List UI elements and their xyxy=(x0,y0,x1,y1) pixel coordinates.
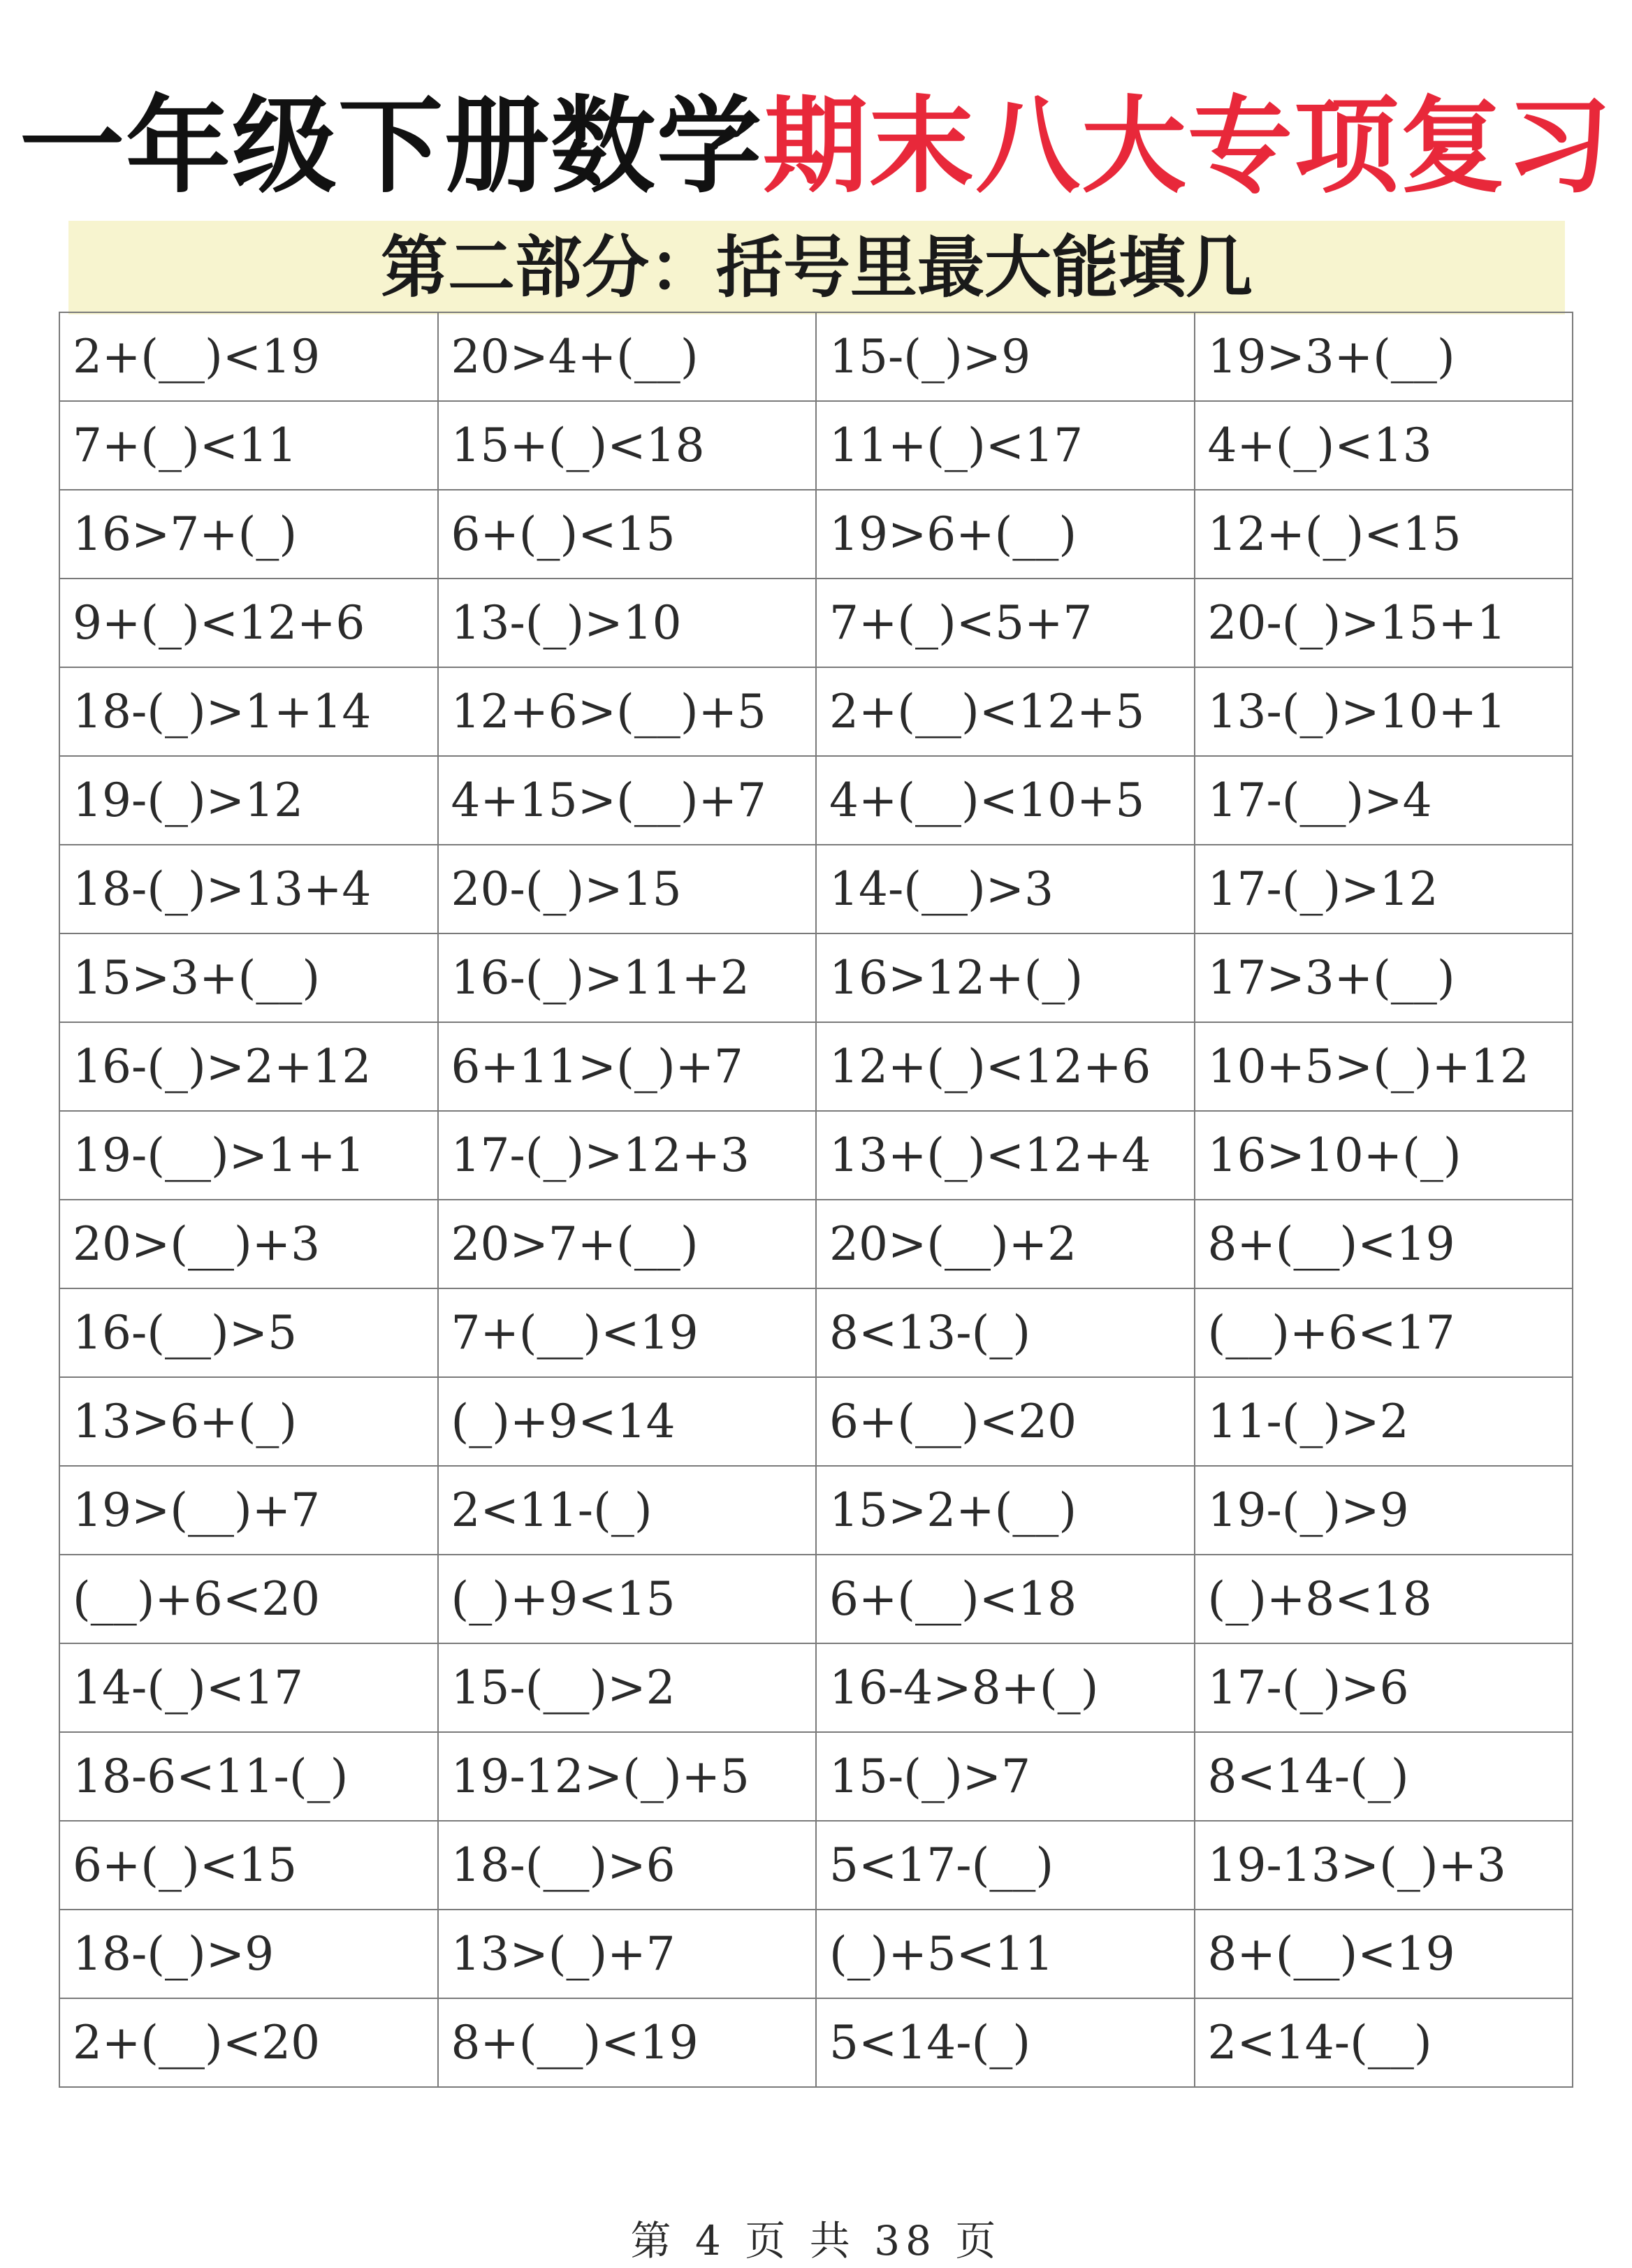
exercise-cell: 7+(_)<5+7 xyxy=(816,579,1195,667)
exercise-cell: 19-(_)>12 xyxy=(59,756,438,845)
exercise-cell: 13+(_)<12+4 xyxy=(816,1111,1195,1200)
exercise-cell: 15-(_)>9 xyxy=(816,312,1195,401)
exercise-cell: (__)+6<17 xyxy=(1195,1288,1573,1377)
exercise-cell: 20-(_)>15+1 xyxy=(1195,579,1573,667)
exercise-cell: 11-(_)>2 xyxy=(1195,1377,1573,1466)
exercise-cell: 19>6+(__) xyxy=(816,490,1195,579)
exercise-cell: 2+(__)<20 xyxy=(59,1998,438,2087)
exercise-cell: 13>6+(_) xyxy=(59,1377,438,1466)
exercise-cell: 4+(__)<10+5 xyxy=(816,756,1195,845)
page-title xyxy=(0,84,1632,210)
exercise-cell: 2<11-(_) xyxy=(438,1466,817,1555)
exercise-cell: 15-(_)>7 xyxy=(816,1732,1195,1821)
exercise-cell: 9+(_)<12+6 xyxy=(59,579,438,667)
table-row xyxy=(59,1022,1573,1111)
exercise-cell: 2+(__)<12+5 xyxy=(816,667,1195,756)
exercise-cell: 17-(_)>6 xyxy=(1195,1643,1573,1732)
exercise-cell: 18-(_)>13+4 xyxy=(59,845,438,933)
table-row xyxy=(59,1910,1573,1998)
exercise-cell: 6+(_)<15 xyxy=(438,490,817,579)
exercise-cell: (_)+9<14 xyxy=(438,1377,817,1466)
table-row xyxy=(59,1555,1573,1643)
table-row xyxy=(59,1821,1573,1910)
exercise-cell: 4+(_)<13 xyxy=(1195,401,1573,490)
exercise-cell: 6+(__)<20 xyxy=(816,1377,1195,1466)
exercise-cell: 2+(__)<19 xyxy=(59,312,438,401)
exercise-cell: 5<17-(__) xyxy=(816,1821,1195,1910)
title-part-1: 一年级下册数学 xyxy=(19,86,763,208)
exercise-cell: 15-(__)>2 xyxy=(438,1643,817,1732)
exercise-cell: 16-(_)>2+12 xyxy=(59,1022,438,1111)
exercise-cell: 13-(_)>10 xyxy=(438,579,817,667)
exercise-cell: (_)+5<11 xyxy=(816,1910,1195,1998)
exercise-cell: 8<13-(_) xyxy=(816,1288,1195,1377)
exercise-cell: 16-(_)>11+2 xyxy=(438,933,817,1022)
table-row xyxy=(59,1466,1573,1555)
table-row xyxy=(59,1200,1573,1288)
exercise-cell: 6+(_)<15 xyxy=(59,1821,438,1910)
exercise-cell: 20>(__)+2 xyxy=(816,1200,1195,1288)
table-row xyxy=(59,1288,1573,1377)
table-row xyxy=(59,756,1573,845)
exercise-cell: 14-(__)>3 xyxy=(816,845,1195,933)
exercise-cell: (_)+9<15 xyxy=(438,1555,817,1643)
exercise-cell: 19-(_)>9 xyxy=(1195,1466,1573,1555)
exercise-cell: 15>2+(__) xyxy=(816,1466,1195,1555)
exercise-cell: 8+(__)<19 xyxy=(1195,1200,1573,1288)
exercise-grid xyxy=(59,312,1573,2088)
table-row xyxy=(59,1643,1573,1732)
table-row xyxy=(59,667,1573,756)
exercise-cell: 19>(__)+7 xyxy=(59,1466,438,1555)
exercise-cell: 20>4+(__) xyxy=(438,312,817,401)
exercise-cell: 16>7+(_) xyxy=(59,490,438,579)
exercise-cell: 19-12>(_)+5 xyxy=(438,1732,817,1821)
exercise-cell: 8<14-(_) xyxy=(1195,1732,1573,1821)
page-footer: 第 4 页 共 38 页 xyxy=(630,2217,1002,2265)
exercise-cell: 6+(__)<18 xyxy=(816,1555,1195,1643)
table-row xyxy=(59,1998,1573,2087)
exercise-cell: 10+5>(_)+12 xyxy=(1195,1022,1573,1111)
exercise-cell: 7+(__)<19 xyxy=(438,1288,817,1377)
exercise-cell: 16>12+(_) xyxy=(816,933,1195,1022)
exercise-cell: 12+6>(__)+5 xyxy=(438,667,817,756)
exercise-cell: 16>10+(_) xyxy=(1195,1111,1573,1200)
exercise-cell: 8+(__)<19 xyxy=(438,1998,817,2087)
exercise-cell: 16-4>8+(_) xyxy=(816,1643,1195,1732)
exercise-cell: 16-(__)>5 xyxy=(59,1288,438,1377)
table-row xyxy=(59,1111,1573,1200)
table-row xyxy=(59,312,1573,401)
exercise-cell: 18-(_)>1+14 xyxy=(59,667,438,756)
exercise-cell: 8+(__)<19 xyxy=(1195,1910,1573,1998)
exercise-cell: 2<14-(__) xyxy=(1195,1998,1573,2087)
table-row xyxy=(59,490,1573,579)
table-row xyxy=(59,933,1573,1022)
exercise-cell: 19-13>(_)+3 xyxy=(1195,1821,1573,1910)
exercise-cell: 20-(_)>15 xyxy=(438,845,817,933)
exercise-cell: 19-(__)>1+1 xyxy=(59,1111,438,1200)
exercise-cell: 17-(_)>12 xyxy=(1195,845,1573,933)
exercise-cell: 15+(_)<18 xyxy=(438,401,817,490)
exercise-cell: 20>(__)+3 xyxy=(59,1200,438,1288)
exercise-cell: 18-(_)>9 xyxy=(59,1910,438,1998)
table-row xyxy=(59,1732,1573,1821)
exercise-cell: (__)+6<20 xyxy=(59,1555,438,1643)
exercise-cell: 18-(__)>6 xyxy=(438,1821,817,1910)
table-row xyxy=(59,845,1573,933)
exercise-cell: 18-6<11-(_) xyxy=(59,1732,438,1821)
subtitle-band xyxy=(68,221,1565,314)
table-row xyxy=(59,579,1573,667)
exercise-cell: 13>(_)+7 xyxy=(438,1910,817,1998)
exercise-cell: (_)+8<18 xyxy=(1195,1555,1573,1643)
exercise-cell: 15>3+(__) xyxy=(59,933,438,1022)
exercise-cell: 20>7+(__) xyxy=(438,1200,817,1288)
exercise-cell: 13-(_)>10+1 xyxy=(1195,667,1573,756)
exercise-cell: 7+(_)<11 xyxy=(59,401,438,490)
table-row xyxy=(59,401,1573,490)
exercise-cell: 17>3+(__) xyxy=(1195,933,1573,1022)
section-subtitle: 第二部分：括号里最大能填几 xyxy=(381,228,1253,307)
exercise-cell: 11+(_)<17 xyxy=(816,401,1195,490)
title-part-2: 期末八大专项复习 xyxy=(763,86,1613,208)
exercise-cell: 4+15>(__)+7 xyxy=(438,756,817,845)
exercise-cell: 6+11>(_)+7 xyxy=(438,1022,817,1111)
exercise-cell: 14-(_)<17 xyxy=(59,1643,438,1732)
exercise-cell: 12+(_)<12+6 xyxy=(816,1022,1195,1111)
exercise-cell: 5<14-(_) xyxy=(816,1998,1195,2087)
exercise-cell: 19>3+(__) xyxy=(1195,312,1573,401)
table-row xyxy=(59,1377,1573,1466)
exercise-cell: 17-(__)>4 xyxy=(1195,756,1573,845)
exercise-cell: 17-(_)>12+3 xyxy=(438,1111,817,1200)
exercise-cell: 12+(_)<15 xyxy=(1195,490,1573,579)
